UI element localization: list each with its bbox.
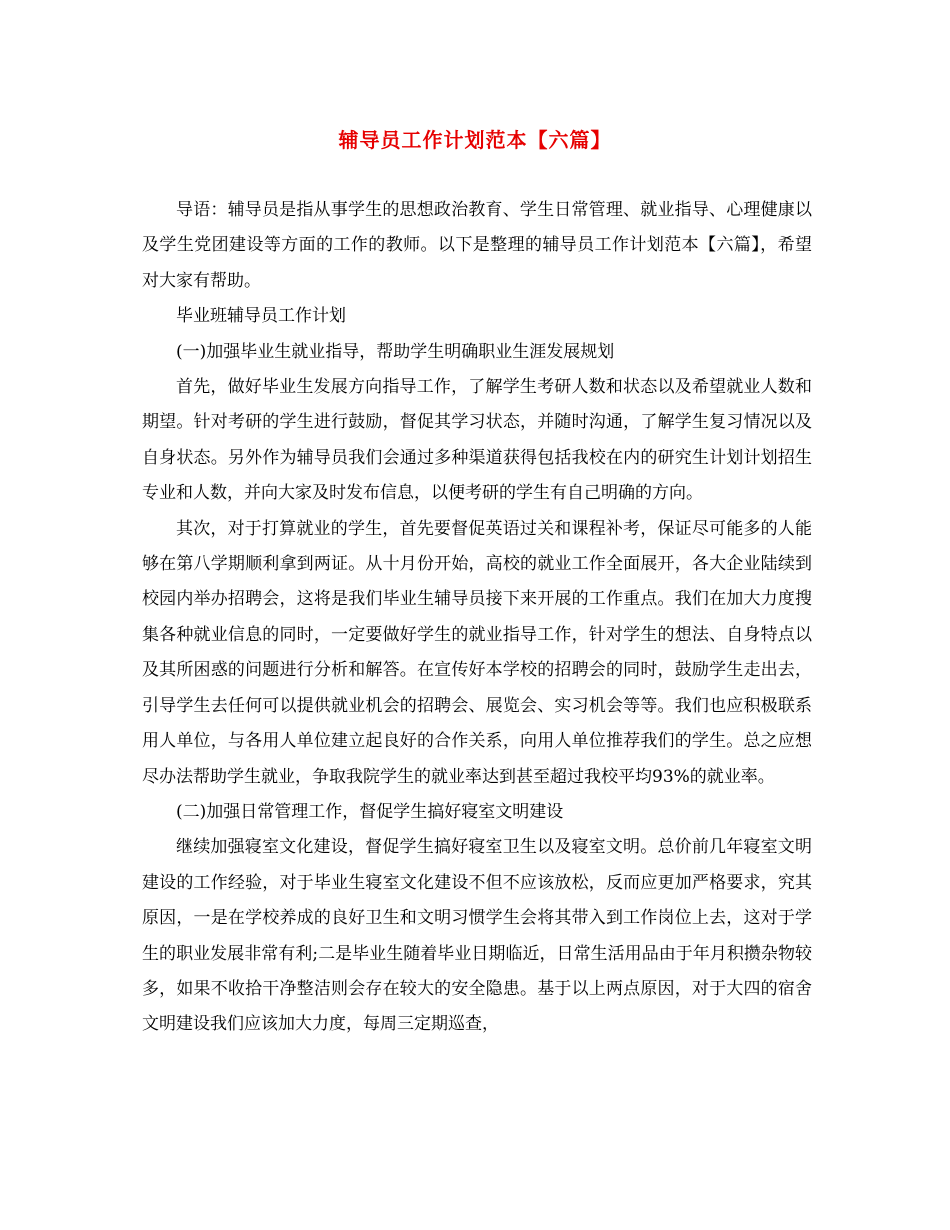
document-body [142,193,812,1043]
subsection-heading: (二)加强日常管理工作，督促学生搞好寝室文明建设 [176,801,564,822]
body-paragraph: 继续加强寝室文化建设，督促学生搞好寝室卫生以及寝室文明。总价前几年寝室文明建设的工作经验，对于毕业生寝室文化建设不但不应该放松，反而应更加严格要求，究其原因，一是在学校养成的良好卫生和文明习惯学生会将其带入到工作岗位上去，这对于学生的职业发展非常有利;二是毕业生随着毕业日期临近，日常生活用品由于年月积攒杂物较多，如果不收拾干净整洁则会存在较大的安全隐患。基于以上两点原因，对于大四的宿舍文明建设我们应该加大力度，每周三定期巡查， [142,837,812,1035]
intro-paragraph: 导语：辅导员是指从事学生的思想政治教育、学生日常管理、就业指导、心理健康以及学生党团建设等方面的工作的教师。以下是整理的辅导员工作计划范本【六篇】，希望对大家有帮助。 [142,200,812,291]
body-paragraph: 其次，对于打算就业的学生，首先要督促英语过关和课程补考，保证尽可能多的人能够在第八学期顺利拿到两证。从十月份开始，高校的就业工作全面展开，各大企业陆续到校园内举办招聘会，这将是我们毕业生辅导员接下来开展的工作重点。我们在加大力度搜集各种就业信息的同时，一定要做好学生的就业指导工作，针对学生的想法、自身特点以及其所困惑的问题进行分析和解答。在宣传好本学校的招聘会的同时，鼓励学生走出去，引导学生去任何可以提供就业机会的招聘会、展览会、实习机会等等。我们也应积极联系用人单位，与各用人单位建立起良好的合作关系，向用人单位推荐我们的学生。总之应想尽办法帮助学生就业，争取我院学生的就业率达到甚至超过我校平均93%的就业率。 [142,518,812,787]
subsection-heading: (一)加强毕业生就业指导，帮助学生明确职业生涯发展规划 [176,341,615,362]
section-heading: 毕业班辅导员工作计划 [176,306,346,327]
document-title: 辅导员工作计划范本【六篇】 [338,128,612,152]
body-paragraph: 首先，做好毕业生发展方向指导工作，了解学生考研人数和状态以及希望就业人数和期望。针对考研的学生进行鼓励，督促其学习状态，并随时沟通，了解学生复习情况以及自身状态。另外作为辅导员我们会通过多种渠道获得包括我校在内的研究生计划计划招生专业和人数，并向大家及时发布信息，以便考研的学生有自己明确的方向。 [142,377,812,504]
